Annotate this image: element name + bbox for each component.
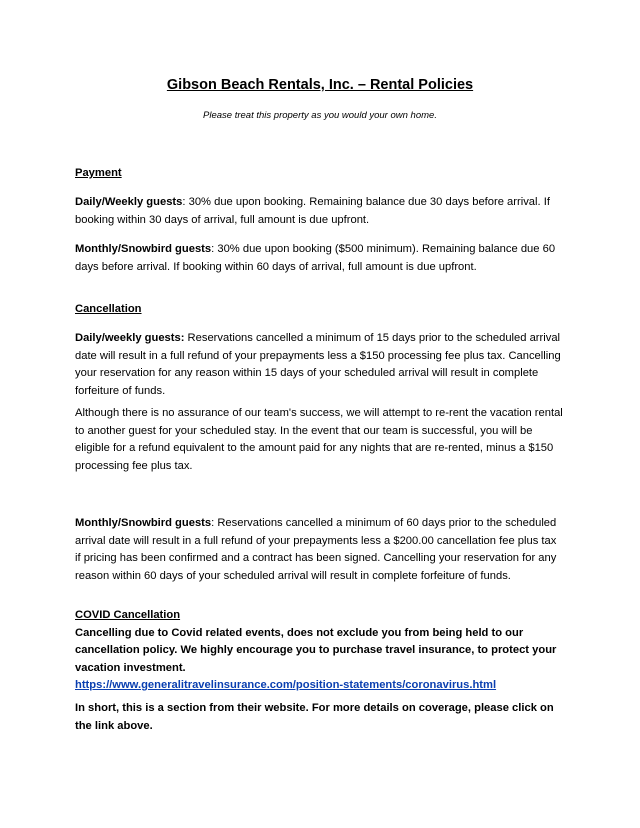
payment-monthly-text: : 30% due upon booking ($500 minimum). Remaining balance due 60 days before arrival. If booking within 60 days of arrival, full amount is due upfront. (75, 243, 556, 273)
cancellation-monthly-text: : Reservations cancelled a minimum of 60 days prior to the scheduled arrival date will result in a full refund of your prepayments less a $200.00 cancellation fee plus tax if pricing has been confirmed and a contract has been signed. Cancelling your reservation for any reason within 60 days of your scheduled arrival will result in complete forfeiture of funds. (75, 517, 557, 582)
payment-daily-paragraph (75, 194, 565, 229)
cancellation-monthly-paragraph (75, 515, 565, 585)
payment-heading: Payment (75, 167, 122, 179)
covid-section (75, 607, 565, 695)
payment-daily-label: Daily/Weekly guests (75, 196, 183, 208)
document-subtitle: Please treat this property as you would your own home. (203, 110, 437, 121)
cancellation-heading: Cancellation (75, 303, 142, 315)
document-title: Gibson Beach Rentals, Inc. – Rental Policies (166, 77, 474, 93)
covid-insurance-link[interactable]: https://www.generalitravelinsurance.com/position-statements/coronavirus.html (75, 679, 497, 691)
cancellation-daily-paragraph (75, 330, 565, 400)
covid-heading: COVID Cancellation (75, 609, 181, 621)
payment-daily-text: : 30% due upon booking. Remaining balance due 30 days before arrival. If booking within 30 days of arrival, full amount is due upfront. (75, 196, 550, 226)
payment-monthly-paragraph (75, 241, 565, 276)
covid-text: Cancelling due to Covid related events, does not exclude you from being held to our cancellation policy. We highly encourage you to purchase travel insurance, to protect your vacation investment. (75, 626, 557, 674)
cancellation-rerent-paragraph: Although there is no assurance of our team's success, we will attempt to re-rent the vacation rental to another guest for your scheduled stay. In the event that our team is successful, you will be eligible for a refund equivalent to the amount paid for any nights that are re-rented, minus a $150 processing fee plus tax. (75, 407, 563, 472)
payment-monthly-label: Monthly/Snowbird guests (75, 243, 212, 255)
cancellation-monthly-label: Monthly/Snowbird guests (75, 517, 212, 529)
covid-closing-paragraph: In short, this is a section from their website. For more details on coverage, please click on the link above. (75, 702, 554, 732)
cancellation-daily-label: Daily/weekly guests: (75, 332, 185, 344)
cancellation-daily-text: Reservations cancelled a minimum of 15 days prior to the scheduled arrival date will result in a full refund of your prepayments less a $150 processing fee plus tax. Cancelling your reservation for any reason within 15 days of your scheduled arrival will result in complete forfeiture of funds. (75, 332, 561, 397)
